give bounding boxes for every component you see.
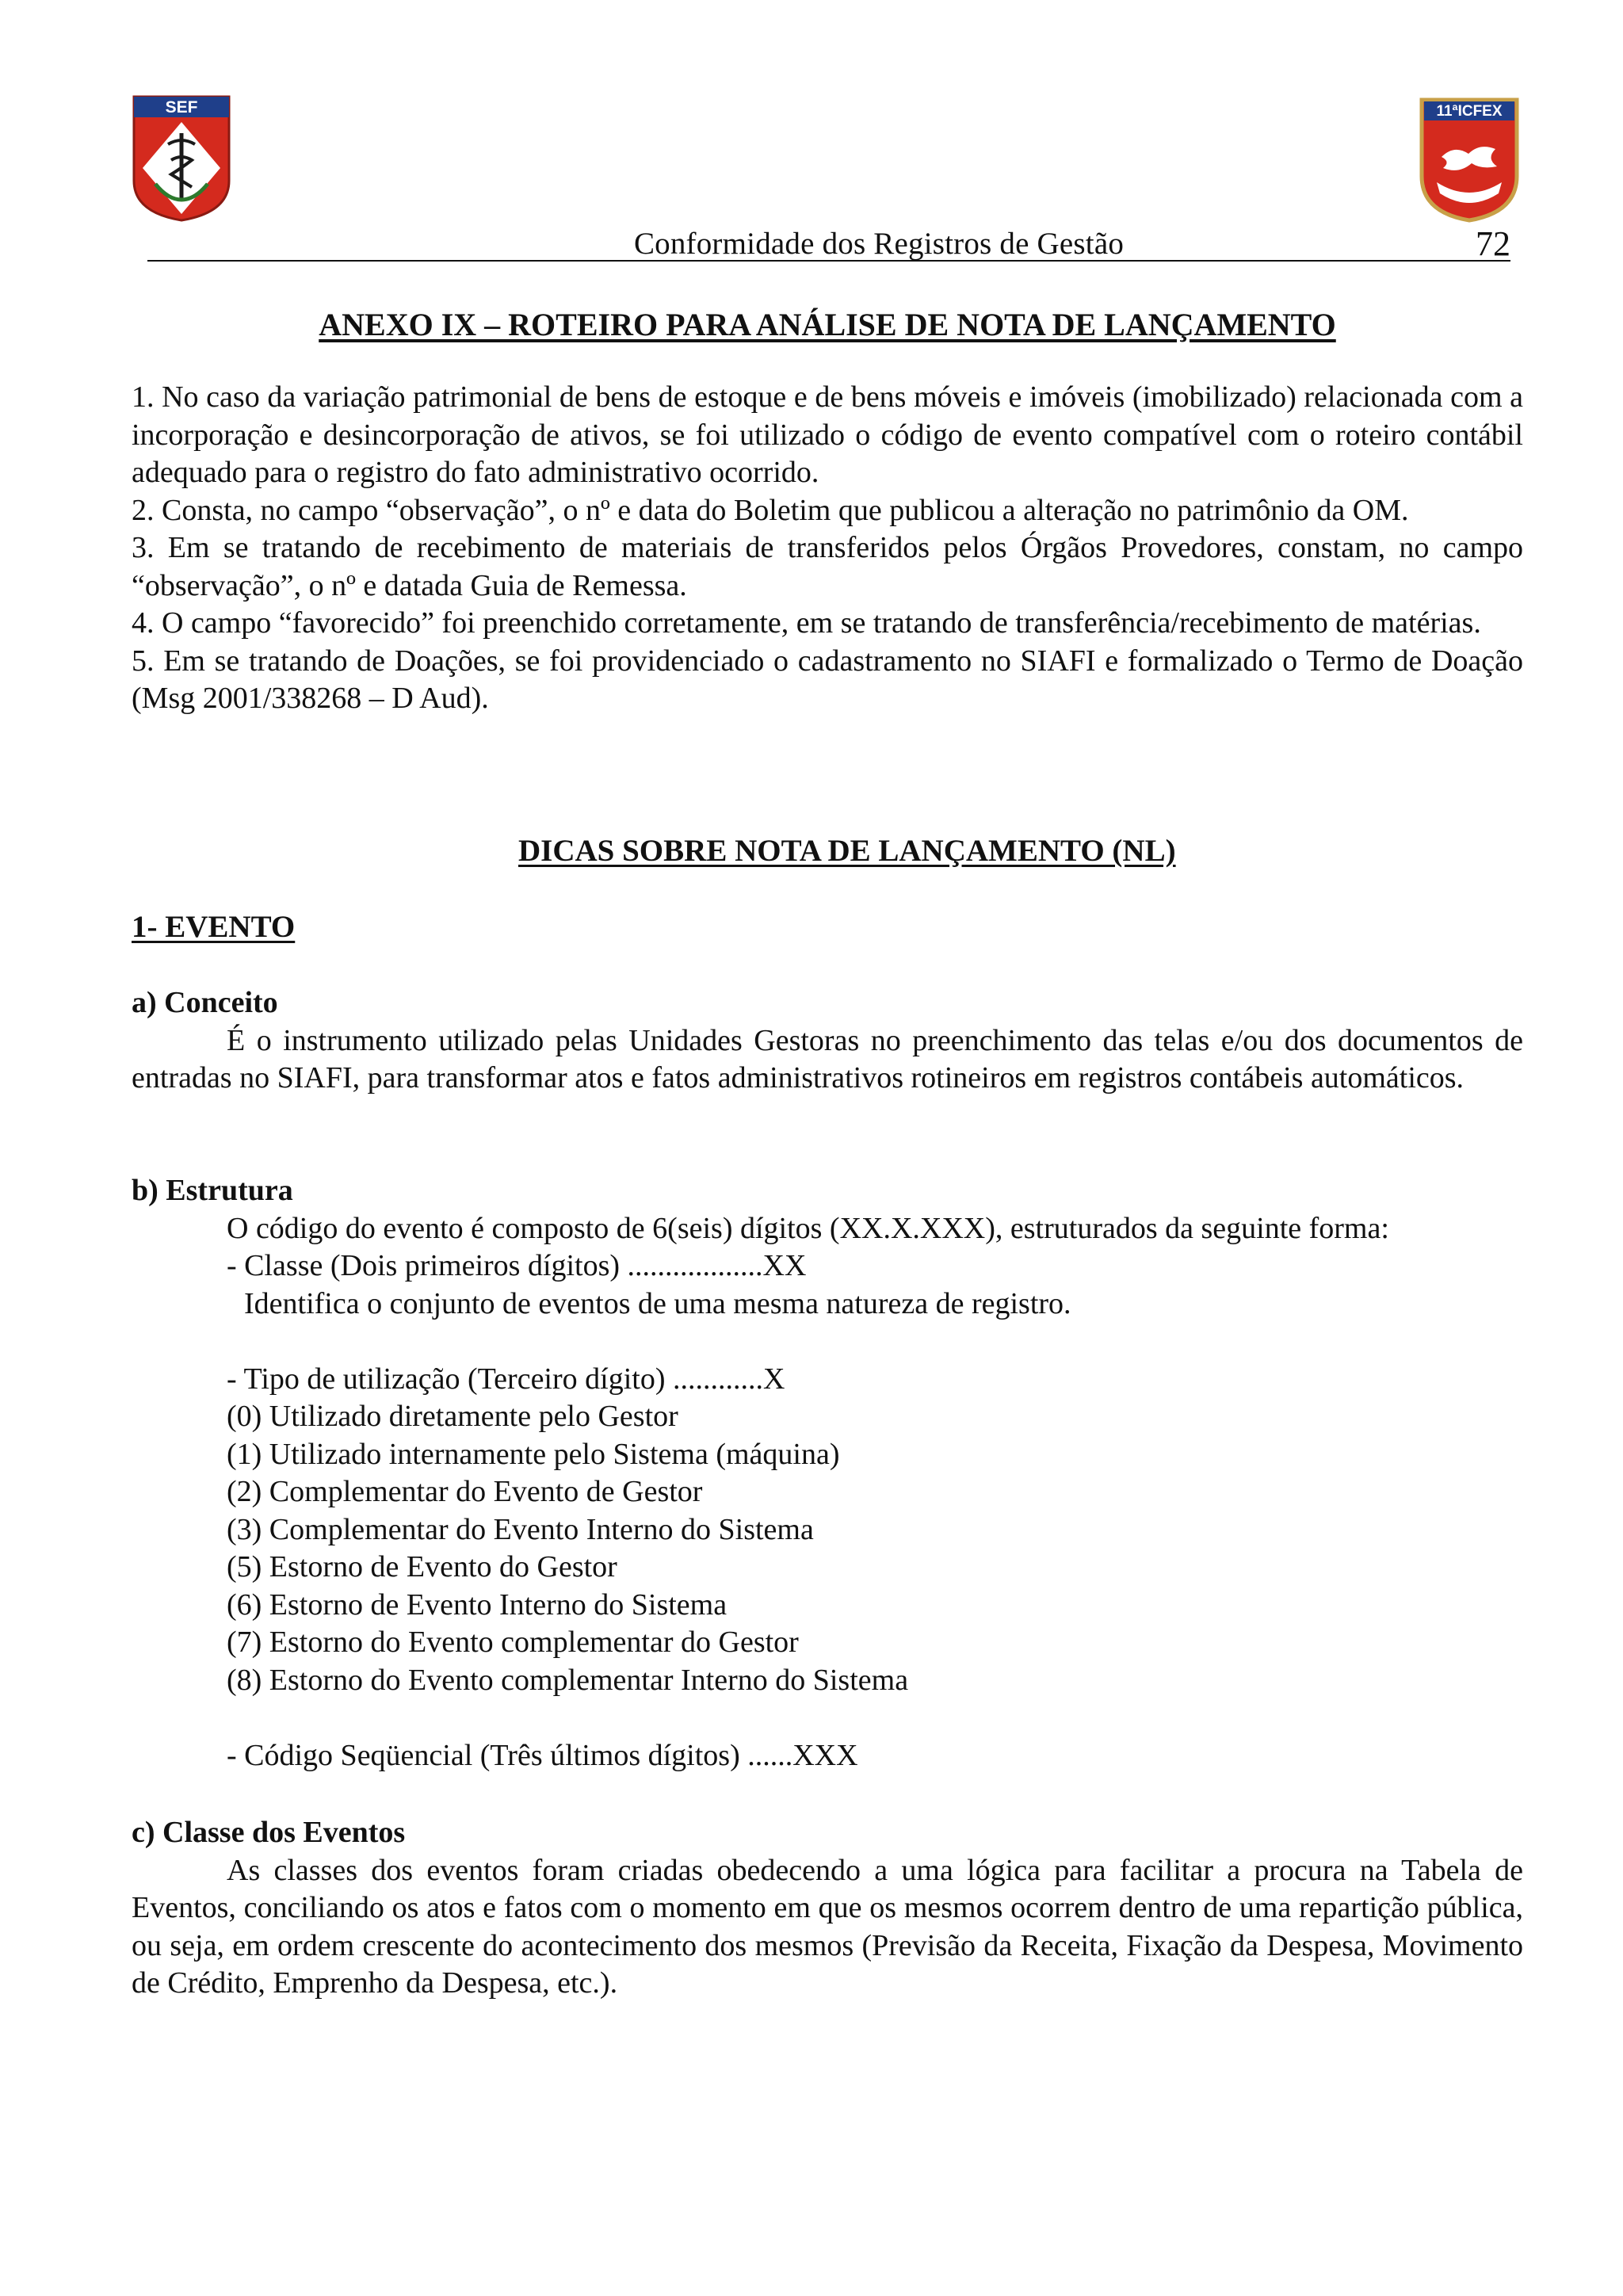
estrutura-section <box>132 1172 1523 1775</box>
classe-line: - Classe (Dois primeiros dígitos) ..................XX <box>227 1249 807 1282</box>
tipo-item: (0) Utilizado diretamente pelo Gestor <box>227 1400 678 1433</box>
conceito-section <box>132 984 1523 1098</box>
classe-description: Identifica o conjunto de eventos de uma mesma natureza de registro. <box>244 1286 1071 1320</box>
classe-eventos-label: c) Classe dos Eventos <box>132 1816 406 1849</box>
sef-logo-text: SEF <box>165 98 198 117</box>
conceito-label: a) Conceito <box>132 986 278 1019</box>
classe-eventos-text: As classes dos eventos foram criadas obedecendo a uma lógica para facilitar a procura na Tabela de Eventos, conciliando os atos e fatos com o momento em que os mesmos ocorrem dentro de uma repartição pública, ou seja, em ordem crescente do acontecimento dos mesmos (Previsão da Receita, Fixação da Despesa, Movimento de Crédito, Emprenho da Despesa, etc.). <box>132 1853 1523 2000</box>
icfex-shield-logo <box>1419 97 1519 223</box>
header-rule <box>147 260 1510 262</box>
tipo-item: (5) Estorno de Evento do Gestor <box>227 1550 617 1584</box>
tipo-line: - Tipo de utilização (Terceiro dígito) ............X <box>227 1362 785 1396</box>
anexo-item: 1. No caso da variação patrimonial de bens de estoque e de bens móveis e imóveis (imobilizado) relacionada com a incorporação e desincorporação de ativos, se foi utilizado o código de evento compatível com o roteiro contábil adequado para o registro do fato administrativo ocorrido. <box>132 380 1523 489</box>
tipo-item: (6) Estorno de Evento Interno do Sistema <box>227 1587 727 1622</box>
tipo-item: (8) Estorno do Evento complementar Interno do Sistema <box>227 1663 909 1697</box>
conceito-text: É o instrumento utilizado pelas Unidades Gestoras no preenchimento das telas e/ou dos documentos de entradas no SIAFI, para transformar atos e fatos administrativos rotineiros em registros contábeis automáticos. <box>132 1023 1523 1095</box>
classe-eventos-section <box>132 1814 1523 2003</box>
anexo-item: 4. O campo “favorecido” foi preenchido corretamente, em se tratando de transferência/recebimento de matérias. <box>132 606 1481 640</box>
anexo-title: ANEXO IX – ROTEIRO PARA ANÁLISE DE NOTA DE LANÇAMENTO <box>319 307 1336 342</box>
icfex-logo-text: 11ªICFEX <box>1436 103 1503 120</box>
anexo-item: 5. Em se tratando de Doações, se foi providenciado o cadastramento no SIAFI e formalizado o Termo de Doação (Msg 2001/338268 – D Aud). <box>132 644 1523 715</box>
tipo-item: (3) Complementar do Evento Interno do Sistema <box>227 1512 814 1546</box>
tipo-item: (2) Complementar do Evento de Gestor <box>227 1475 703 1508</box>
estrutura-intro: O código do evento é composto de 6(seis) dígitos (XX.X.XXX), estruturados da seguinte forma: <box>227 1211 1389 1245</box>
tipo-item: (1) Utilizado internamente pelo Sistema (máquina) <box>227 1437 840 1471</box>
anexo-item: 2. Consta, no campo “observação”, o nº e data do Boletim que publicou a alteração no patrimônio da OM. <box>132 493 1409 527</box>
anexo-list <box>132 379 1523 718</box>
sequencial-line: - Código Seqüencial (Três últimos dígitos) ......XXX <box>227 1738 858 1772</box>
sef-shield-logo <box>132 95 231 222</box>
estrutura-label: b) Estrutura <box>132 1174 293 1207</box>
section-title-evento: 1- EVENTO <box>132 910 296 944</box>
anexo-item: 3. Em se tratando de recebimento de materiais de transferidos pelos Órgãos Provedores, constam, no campo “observação”, o nº e datada Guia de Remessa. <box>132 531 1523 602</box>
dicas-title: DICAS SOBRE NOTA DE LANÇAMENTO (NL) <box>518 834 1176 868</box>
page-number: 72 <box>1476 224 1510 263</box>
running-header-title: Conformidade dos Registros de Gestão <box>633 227 1125 261</box>
tipo-item: (7) Estorno do Evento complementar do Gestor <box>227 1626 799 1659</box>
running-header <box>147 224 1510 263</box>
